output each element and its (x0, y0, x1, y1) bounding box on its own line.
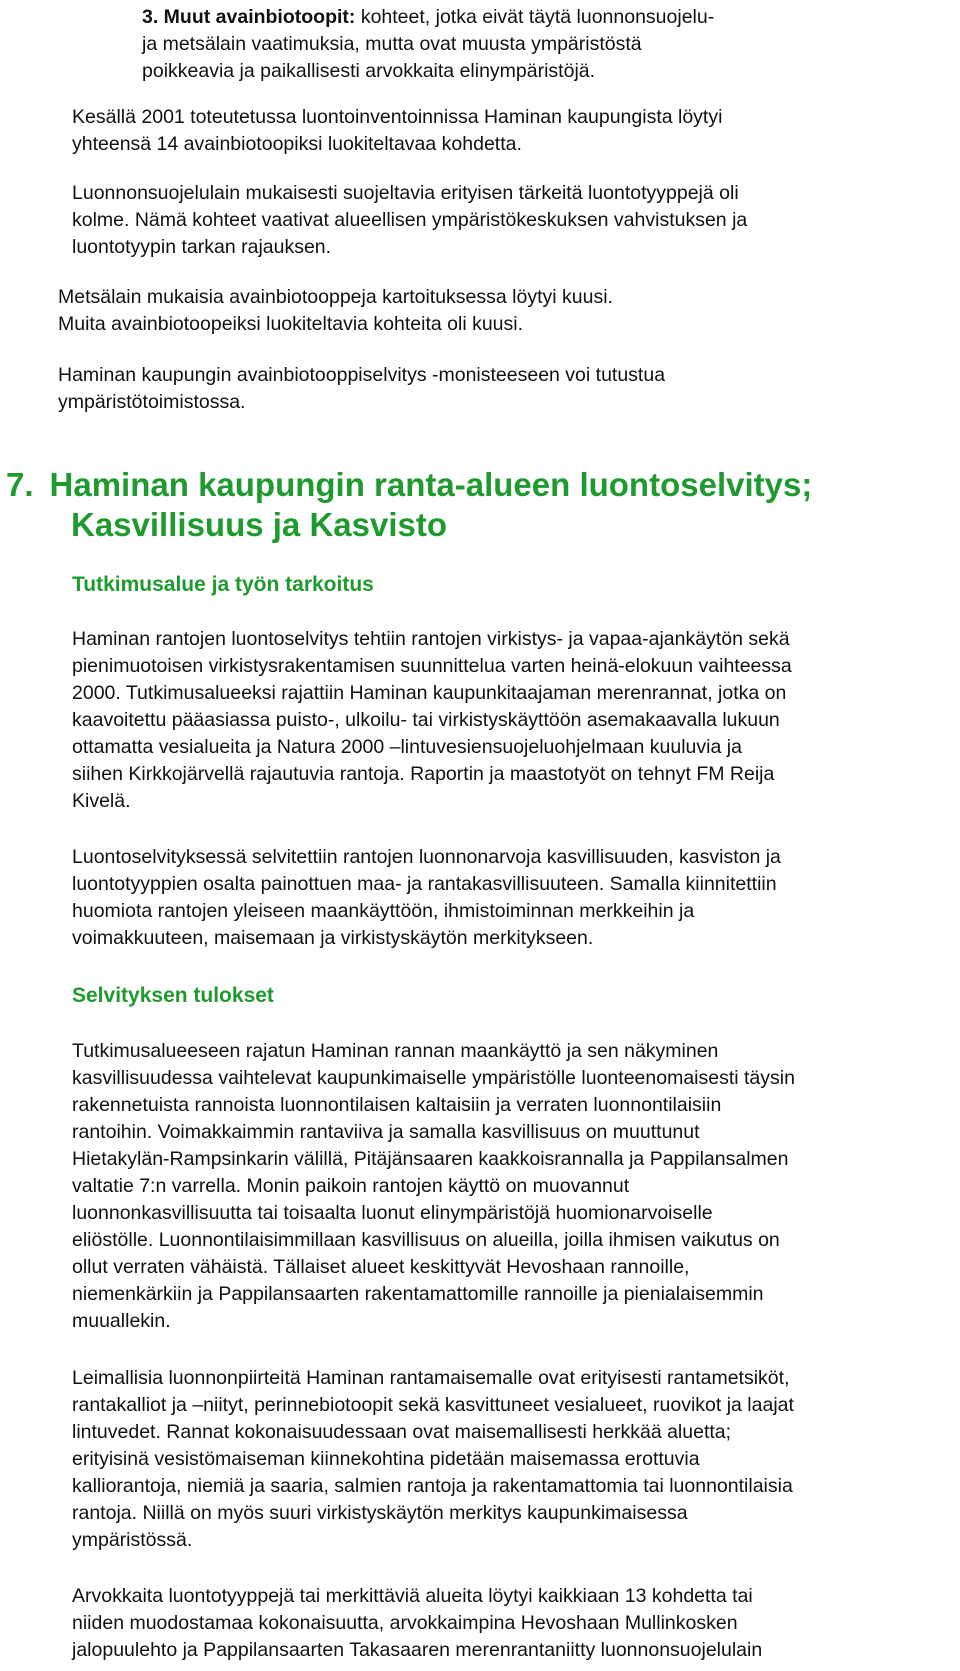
results-line: kasvillisuudessa vaihtelevat kaupunkimaiselle ympäristölle luonteenomaisesti täysin (72, 1067, 795, 1089)
forest-act-line: Metsälain mukaisia avainbiotooppeja kartoituksessa löytyi kuusi. (58, 286, 613, 308)
study-area-line: pienimuotoisen virkistysrakentamisen suunnittelua varten heinä-elokuun vaihteessa (72, 655, 792, 677)
results-line: rantakalliot ja –niityt, perinnebiotoopit sekä kasvittuneet vesialueet, ruovikot ja laajat (72, 1394, 794, 1416)
results-line: ympäristössä. (72, 1529, 193, 1551)
study-area-line: Kivelä. (72, 790, 131, 812)
study-area-line: kaavoitettu pääasiassa puisto-, ulkoilu- tai virkistyskäyttöön asemakaavalla lukuun (72, 709, 780, 731)
results-line: jalopuulehto ja Pappilansaarten Takasaaren merenrantaniitty luonnonsuojelulain (72, 1639, 763, 1661)
report-line: Haminan kaupungin avainbiotooppiselvitys -monisteeseen voi tutustua (58, 364, 666, 386)
section-3-line-1 (142, 4, 714, 31)
results-paragraph-3 (72, 1583, 762, 1664)
chapter-title-line-2: Kasvillisuus ja Kasvisto (71, 506, 448, 543)
forest-act-paragraph (58, 284, 613, 338)
results-paragraph-1 (72, 1038, 795, 1335)
inventory-line: yhteensä 14 avainbiotoopiksi luokiteltavaa kohdetta. (72, 133, 522, 155)
results-line: rantoja. Niillä on myös suuri virkistyskäytön merkitys kaupunkimaisessa (72, 1502, 688, 1524)
results-line: rantoihin. Voimakkaimmin rantaviiva ja samalla kasvillisuus on muuttunut (72, 1121, 700, 1143)
conservation-line: kolme. Nämä kohteet vaativat alueellisen ympäristökeskuksen vahvistuksen ja (72, 209, 748, 231)
study-area-line: luontotyyppien osalta painottuen maa- ja rantakasvillisuuteen. Samalla kiinnitettiin (72, 873, 777, 895)
study-area-line: ottamatta vesialueita ja Natura 2000 –lintuvesiensuojeluohjelmaan kuuluvia ja (72, 736, 742, 758)
report-paragraph (58, 362, 665, 416)
results-line: niemenkärkiin ja Pappilansaarten rakentamattomille rannoille ja pienialaisemmin (72, 1283, 764, 1305)
results-line: Hietakylän-Rampsinkarin välillä, Pitäjänsaaren kaakkoisrannalla ja Pappilansalmen (72, 1148, 789, 1170)
results-line: ollut verraten vähäistä. Tällaiset alueet keskittyvät Hevoshaan rannoille, (72, 1256, 690, 1278)
results-line: Leimallisia luonnonpiirteitä Haminan rantamaisemalle ovat erityisesti rantametsiköt, (72, 1367, 790, 1389)
conservation-paragraph (72, 180, 747, 261)
section-3-line-3: poikkeavia ja paikallisesti arvokkaita elinympäristöjä. (142, 60, 596, 82)
section-3-line-1-text: kohteet, jotka eivät täytä luonnonsuojelu- (355, 6, 715, 28)
inventory-paragraph (72, 104, 722, 158)
inventory-line: Kesällä 2001 toteutetussa luontoinventoinnissa Haminan kaupungista löytyi (72, 106, 723, 128)
study-area-paragraph-2 (72, 844, 781, 952)
results-heading: Selvityksen tulokset (72, 984, 274, 1007)
study-area-line: siihen Kirkkojärvellä rajautuvia rantoja. Raportin ja maastotyöt on tehnyt FM Reija (72, 763, 775, 785)
conservation-line: Luonnonsuojelulain mukaisesti suojeltavia erityisen tärkeitä luontotyyppejä oli (72, 182, 739, 204)
section-3-paragraph (142, 4, 714, 85)
chapter-heading (6, 465, 812, 545)
study-area-line: Luontoselvityksessä selvitettiin rantojen luonnonarvoja kasvillisuuden, kasviston ja (72, 846, 781, 868)
study-area-line: 2000. Tutkimusalueeksi rajattiin Haminan kaupunkitaajaman merenrannat, jotka on (72, 682, 787, 704)
results-line: luonnonkasvillisuutta tai toisaalta luonut elinympäristöjä huomionarvoiselle (72, 1202, 713, 1224)
chapter-title-line-1: Haminan kaupungin ranta-alueen luontoselvitys; (49, 466, 813, 503)
chapter-number: 7. (6, 466, 34, 503)
results-paragraph-2 (72, 1365, 794, 1554)
study-area-line: Haminan rantojen luontoselvitys tehtiin rantojen virkistys- ja vapaa-ajankäytön sekä (72, 628, 790, 650)
results-line: kalliorantoja, niemiä ja saaria, salmien rantoja ja rakentamattomia tai luonnontilaisia (72, 1475, 793, 1497)
report-line: ympäristötoimistossa. (58, 391, 246, 413)
results-line: Arvokkaita luontotyyppejä tai merkittäviä alueita löytyi kaikkiaan 13 kohdetta tai (72, 1585, 753, 1607)
results-line: eliöstölle. Luonnontilaisimmillaan kasvillisuus on alueilla, joilla ihmisen vaikutus on (72, 1229, 780, 1251)
results-line: rakennetuista rannoista luonnontilaisen kaltaisiin ja verraten luonnontilaisiin (72, 1094, 722, 1116)
study-area-paragraph-1 (72, 626, 792, 815)
results-line: muuallekin. (72, 1310, 171, 1332)
results-line: niiden muodostamaa kokonaisuutta, arvokkaimpina Hevoshaan Mullinkosken (72, 1612, 738, 1634)
section-3-lead: 3. Muut avainbiotoopit: (142, 6, 356, 28)
chapter-heading-line-1 (6, 465, 812, 505)
study-area-heading: Tutkimusalue ja työn tarkoitus (72, 573, 374, 596)
results-line: lintuvedet. Rannat kokonaisuudessaan ovat maisemallisesti herkkää aluetta; (72, 1421, 732, 1443)
forest-act-line: Muita avainbiotoopeiksi luokiteltavia kohteita oli kuusi. (58, 313, 524, 335)
results-line: Tutkimusalueeseen rajatun Haminan rannan maankäyttö ja sen näkyminen (72, 1040, 719, 1062)
study-area-line: huomiota rantojen yleiseen maankäyttöön, ihmistoiminnan merkkeihin ja (72, 900, 695, 922)
results-line: erityisinä vesistömaiseman kiinnekohtina pidetään maisemassa erottuvia (72, 1448, 700, 1470)
section-3-line-2: ja metsälain vaatimuksia, mutta ovat muusta ympäristöstä (142, 33, 642, 55)
study-area-line: voimakkuuteen, maisemaan ja virkistyskäytön merkitykseen. (72, 927, 594, 949)
results-line: valtatie 7:n varrella. Monin paikoin rantojen käyttö on muovannut (72, 1175, 630, 1197)
conservation-line: luontotyypin tarkan rajauksen. (72, 236, 332, 258)
